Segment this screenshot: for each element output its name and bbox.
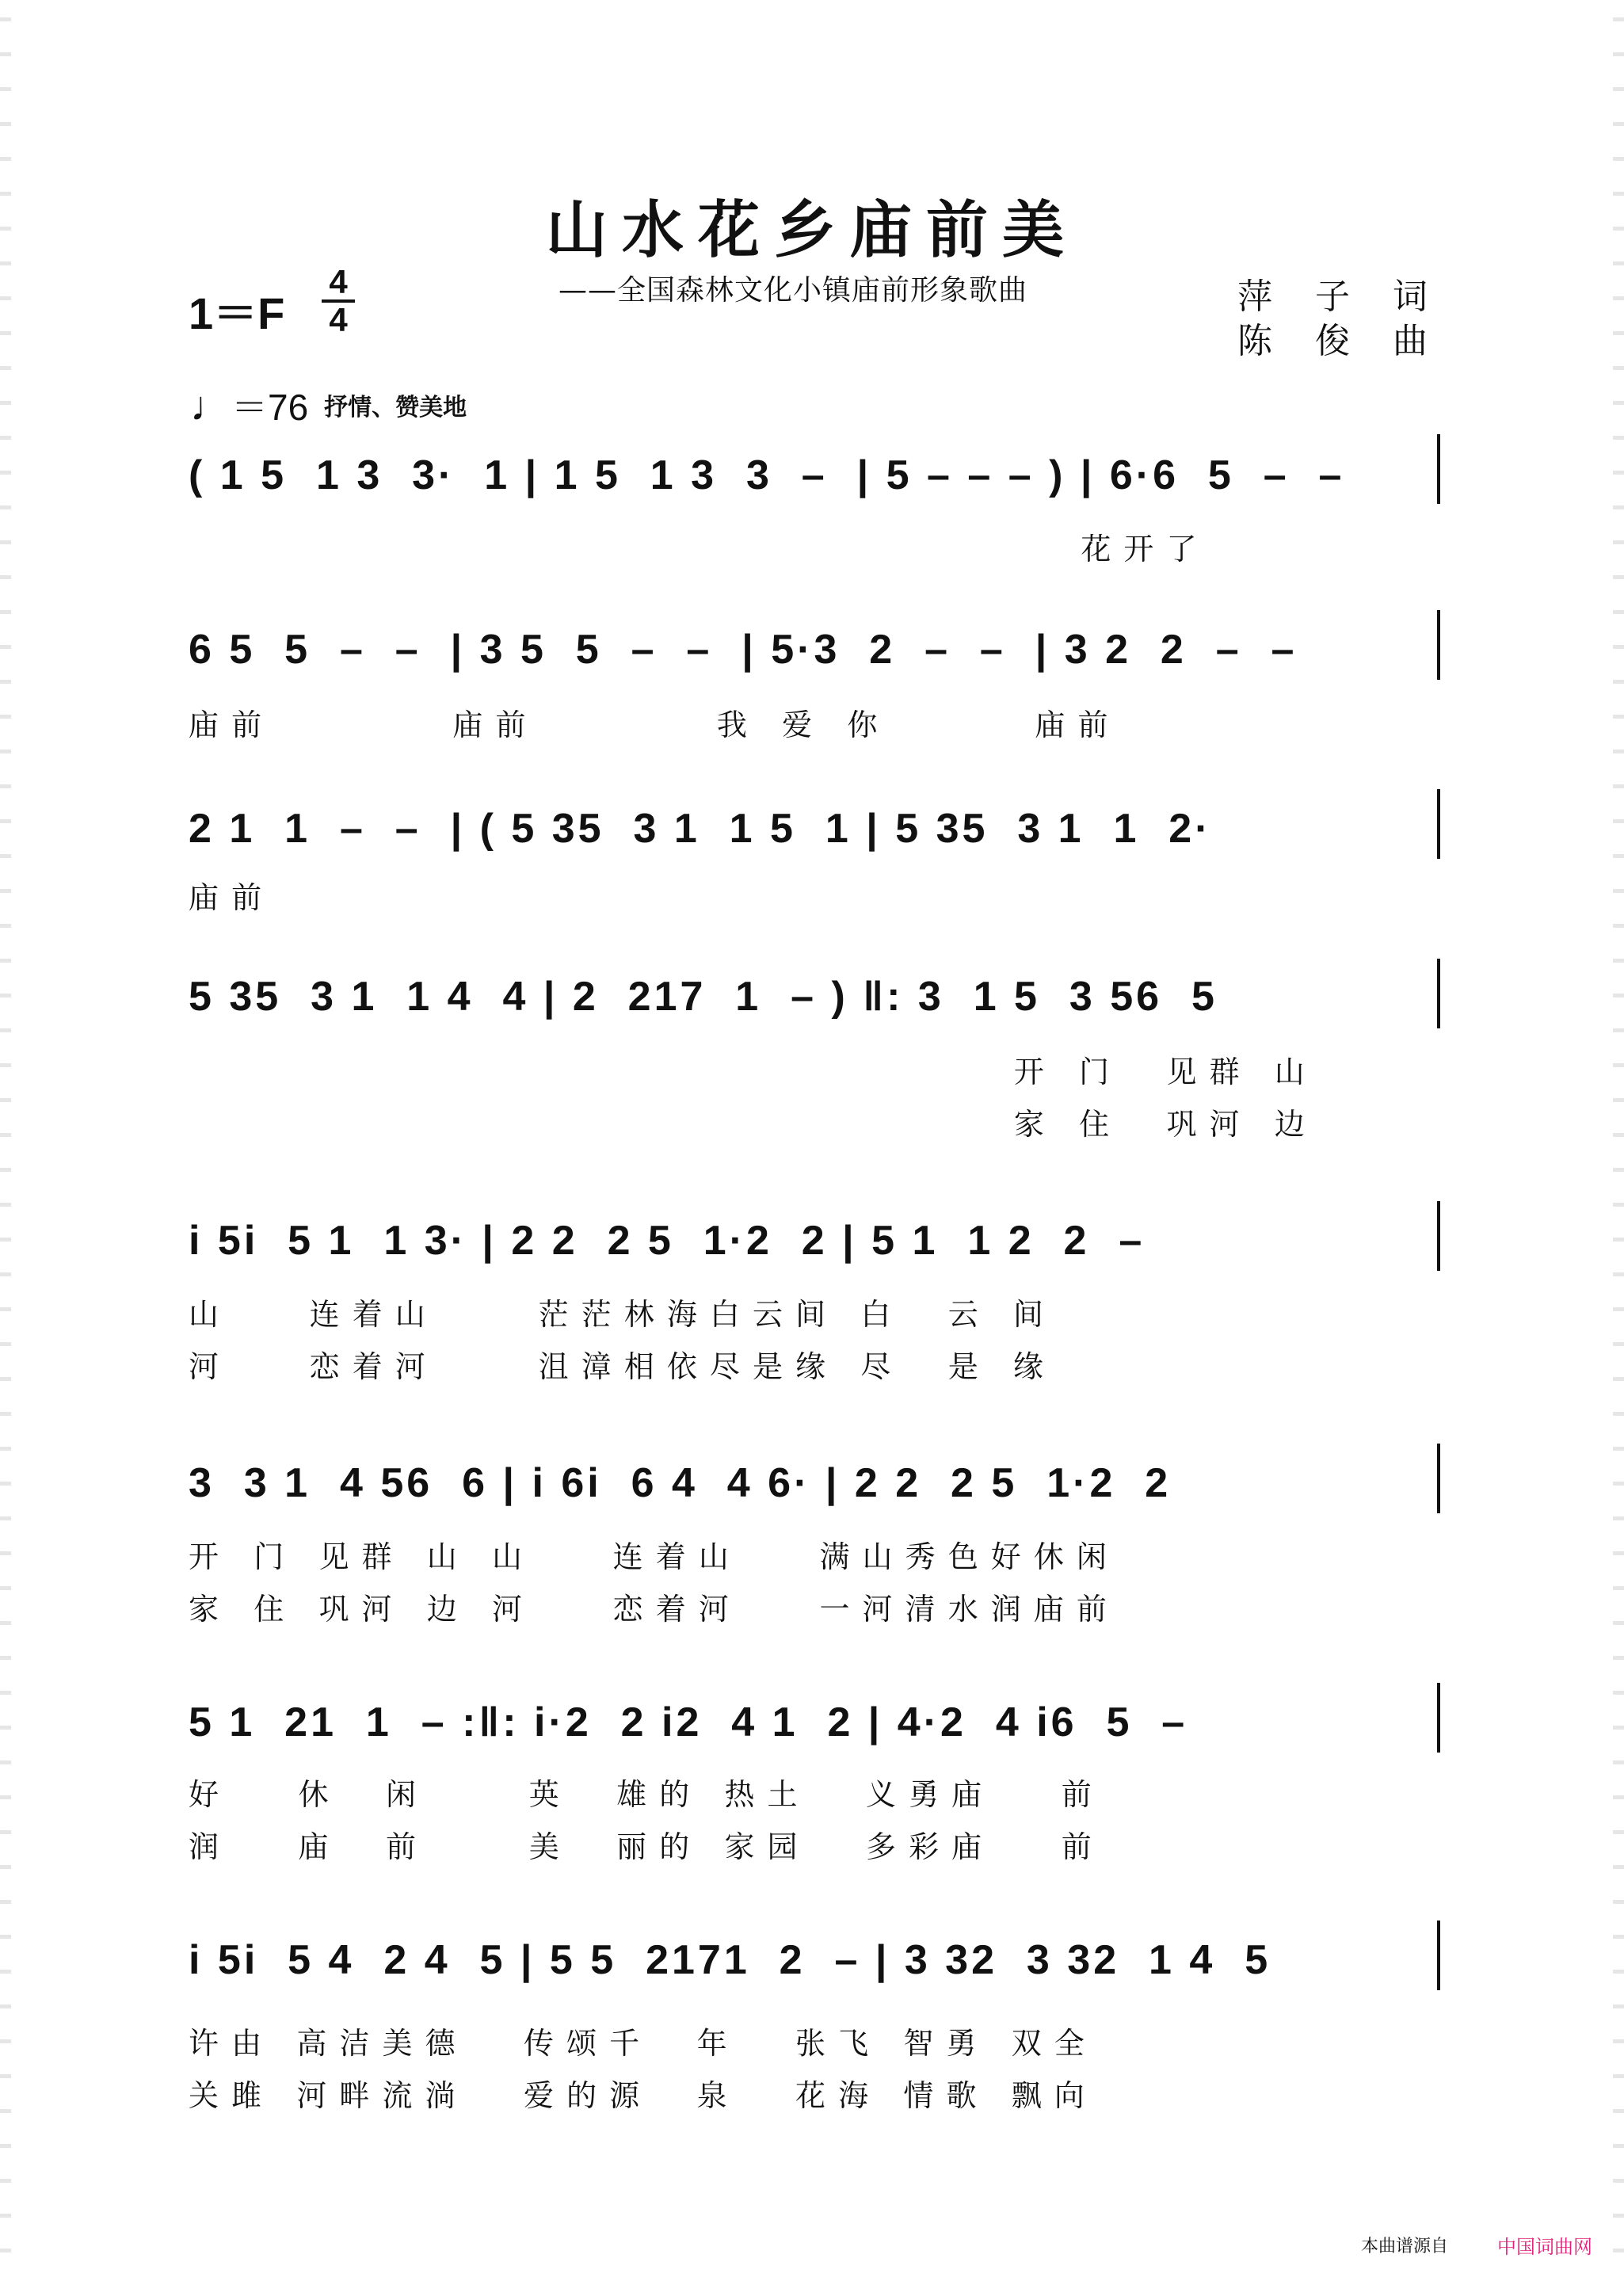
bar-line xyxy=(1437,610,1440,680)
notes-line: 5 1 21 1 – :‖: i·2 2 i2 4 1 2 | 4·2 4 i6 5 – xyxy=(189,1699,1188,1745)
lyrics-verse-1: 花 开 了 xyxy=(189,532,1199,566)
bar-line xyxy=(1437,1444,1440,1513)
lyrics-verse-1: 开 门 见 群 山 山 连 着 山 满 山 秀 色 好 休 闲 xyxy=(189,1539,1108,1574)
lyrics-verse-1: 许 由 高 洁 美 德 传 颂 千 年 张 飞 智 勇 双 全 xyxy=(189,2026,1086,2061)
bar-line xyxy=(1437,1921,1440,1990)
notes-line: 6 5 5 – – | 3 5 5 – – | 5·3 2 – – | 3 2 2 – – xyxy=(189,627,1298,673)
notes-line: ( 1 5 1 3 3· 1 | 1 5 1 3 3 – | 5 – – – ) | 6·6 5 – – xyxy=(189,452,1345,498)
notes-line: 5 35 3 1 1 4 4 | 2 217 1 – ) ‖: 3 1 5 3 56 5 xyxy=(189,974,1218,1020)
song-subtitle: ——全国森林文化小镇庙前形象歌曲 xyxy=(558,274,1028,307)
notes-line: 3 3 1 4 56 6 | i 6i 6 4 4 6· | 2 2 2 5 1·2 2 xyxy=(189,1460,1172,1506)
lyricist-credit: 萍 子 词 xyxy=(1237,277,1443,317)
lyrics-verse-2: 家 住 巩 河 边 xyxy=(189,1107,1306,1142)
left-margin-pattern xyxy=(0,0,11,2281)
lyrics-verse-1: 庙 前 xyxy=(189,880,264,915)
lyrics-verse-1: 开 门 见 群 山 xyxy=(189,1055,1306,1089)
bar-line xyxy=(1437,789,1440,859)
right-margin-pattern xyxy=(1613,0,1624,2281)
time-signature xyxy=(318,263,358,338)
time-signature-bottom: 4 xyxy=(329,301,348,338)
key-signature: 1＝F xyxy=(189,288,285,338)
lyrics-verse-2: 润 庙 前 美 丽 的 家 园 多 彩 庙 前 xyxy=(189,1829,1093,1864)
bar-line xyxy=(1437,1201,1440,1271)
composer-credit: 陈 俊 曲 xyxy=(1237,321,1443,361)
lyrics-verse-1: 山 连 着 山 茫 茫 林 海 白 云 间 白 云 间 xyxy=(189,1297,1045,1332)
time-signature-top: 4 xyxy=(329,263,348,300)
lyrics-verse-1: 好 休 闲 英 雄 的 热 土 义 勇 庙 前 xyxy=(189,1777,1093,1812)
lyrics-verse-2: 河 恋 着 河 沮 漳 相 依 尽 是 缘 尽 是 缘 xyxy=(189,1349,1045,1384)
quarter-note-icon: ♩ xyxy=(190,383,231,429)
notes-line: 2 1 1 – – | ( 5 35 3 1 1 5 1 | 5 35 3 1 1 2· xyxy=(189,806,1212,852)
lyrics-verse-1: 庙 前 庙 前 我 爱 你 庙 前 xyxy=(189,708,1110,742)
bar-line xyxy=(1437,1683,1440,1753)
notes-line: i 5i 5 1 1 3· | 2 2 2 5 1·2 2 | 5 1 1 2 2 – xyxy=(189,1218,1146,1264)
source-text: 本曲谱源自 xyxy=(1361,2237,1449,2256)
bar-line xyxy=(1437,959,1440,1028)
song-title: 山水花乡庙前美 xyxy=(545,194,1078,266)
site-link[interactable]: 中国词曲网 xyxy=(1497,2236,1592,2258)
tempo-value: ＝76 xyxy=(231,387,309,428)
bar-line xyxy=(1437,434,1440,504)
lyrics-verse-2: 关 雎 河 畔 流 淌 爱 的 源 泉 花 海 情 歌 飘 向 xyxy=(189,2078,1086,2113)
lyrics-verse-2: 家 住 巩 河 边 河 恋 着 河 一 河 清 水 润 庙 前 xyxy=(189,1592,1108,1627)
tempo-marking xyxy=(190,379,467,431)
notes-line: i 5i 5 4 2 4 5 | 5 5 2171 2 – | 3 32 3 32 1 4 5 xyxy=(189,1937,1271,1983)
expression-text: 抒情、赞美地 xyxy=(324,394,467,421)
